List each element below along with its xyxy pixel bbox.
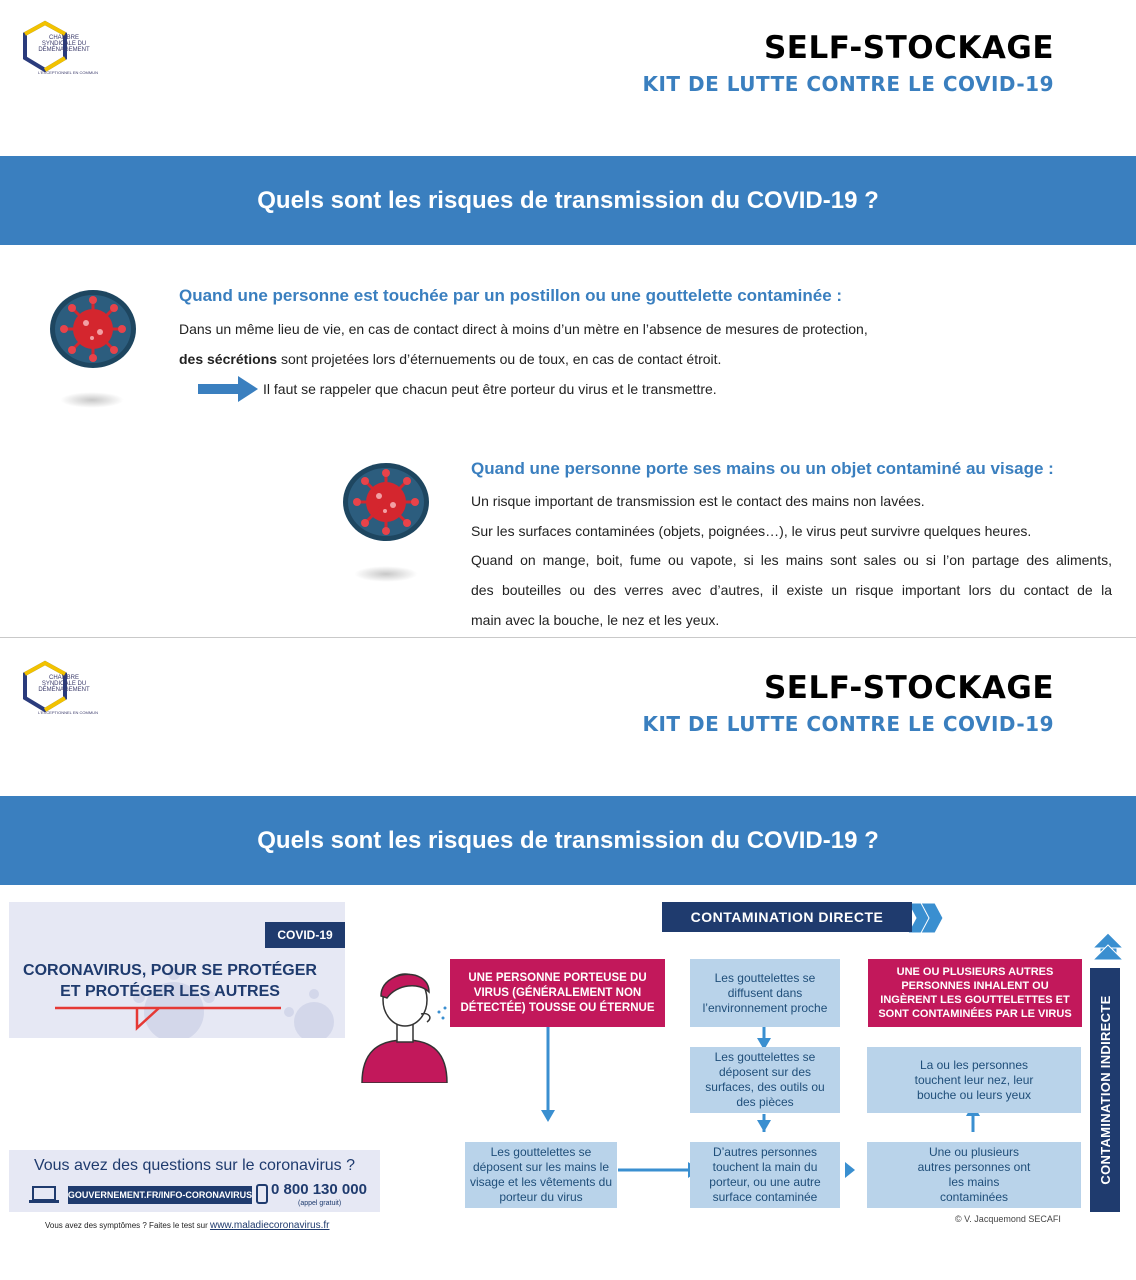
logo <box>22 20 98 80</box>
section1-bold: des sécrétions <box>179 351 278 367</box>
virus-shadow <box>354 566 418 582</box>
section2-heading: Quand une personne porte ses mains ou un objet contaminé au visage : <box>471 459 1054 478</box>
virus-icon <box>48 288 138 370</box>
laptop-icon <box>29 1186 59 1204</box>
logo-line1: CHAMBRE <box>48 35 79 41</box>
section2-line3: Quand on mange, boit, fume ou vapote, si les mains sont sales ou si l’on partage des aliments, <box>471 552 1112 568</box>
section2-line4: des bouteilles ou des verres avec d’autres, il existe un risque important lors du contact de la <box>471 582 1112 598</box>
symptoms-text: Vous avez des symptômes ? Faites le test sur <box>45 1221 208 1230</box>
doc-subtitle: KIT DE LUTTE CONTRE LE COVID-19 <box>642 72 1054 96</box>
section2-line2: Sur les surfaces contaminées (objets, poignées…), le virus peut survivre quelques heures. <box>471 523 1032 539</box>
doc-subtitle: KIT DE LUTTE CONTRE LE COVID-19 <box>642 712 1054 736</box>
section1-line2-rest: sont projetées lors d’éternuements ou de toux, en cas de contact étroit. <box>277 351 722 367</box>
doc-title: SELF-STOCKAGE <box>763 670 1054 706</box>
info-panel <box>9 1150 380 1212</box>
box-droplets-surfaces: Les gouttelettes se déposent sur des surfaces, des outils ou des pièces <box>690 1047 840 1113</box>
virus-shadow <box>60 392 124 408</box>
section2-line5: main avec la bouche, le nez et les yeux. <box>471 612 720 628</box>
covid-badge: COVID-19 <box>265 922 345 948</box>
logo-line3: DÉMÉNAGEMENT <box>38 687 90 693</box>
virus-icon <box>341 461 431 543</box>
page-1 <box>0 0 1136 638</box>
credit: © V. Jacquemond SECAFI <box>955 1214 1061 1224</box>
section-banner: Quels sont les risques de transmission du COVID-19 ? <box>0 156 1136 245</box>
speech-underline-icon <box>55 1002 295 1032</box>
box-touch-face: La ou les personnes touchent leur nez, leur bouche ou leurs yeux <box>867 1047 1081 1113</box>
logo-line3: DÉMÉNAGEMENT <box>38 47 90 53</box>
section-banner: Quels sont les risques de transmission du COVID-19 ? <box>0 796 1136 885</box>
indirect-label-column <box>1090 968 1120 1212</box>
section1-heading: Quand une personne est touchée par un postillon ou une gouttelette contaminée : <box>179 286 843 305</box>
infographic <box>355 898 1125 1238</box>
box-droplets-face: Les gouttelettes se déposent sur les mains le visage et les vêtements du porteur du virus <box>465 1142 617 1208</box>
section1-line2 <box>179 351 721 367</box>
gov-poster <box>9 902 345 1038</box>
logo-line2: SYNDICALE DU <box>41 41 87 47</box>
logo-text <box>34 35 94 53</box>
section2-line1: Un risque important de transmission est le contact des mains non lavées. <box>471 493 925 509</box>
logo-line1: CHAMBRE <box>48 675 79 681</box>
direct-label: CONTAMINATION DIRECTE <box>662 902 912 932</box>
logo-tagline: L'EXCEPTIONNEL EN COMMUN <box>38 70 98 75</box>
indirect-label: CONTAMINATION INDIRECTE <box>1097 995 1113 1185</box>
arrow-right-icon <box>198 376 258 402</box>
logo-line2: SYNDICALE DU <box>41 681 87 687</box>
coughing-person-icon <box>357 958 457 1083</box>
page-2 <box>0 640 1136 1280</box>
box-droplets-spread: Les gouttelettes se diffusent dans l’environnement proche <box>690 959 840 1027</box>
box-person-coughs: UNE PERSONNE PORTEUSE DU VIRUS (GÉNÉRALEMENT NON DÉTECTÉE) TOUSSE OU ÉTERNUE <box>450 959 665 1027</box>
logo <box>22 660 98 720</box>
phone-number: 0 800 130 000 <box>271 1181 367 1198</box>
symptoms-link[interactable]: www.maladiecoronavirus.fr <box>209 1220 330 1231</box>
logo-tagline: L'EXCEPTIONNEL EN COMMUN <box>38 710 98 715</box>
info-question: Vous avez des questions sur le coronavirus ? <box>33 1157 356 1174</box>
phone-icon <box>256 1184 268 1204</box>
poster-title-line1: CORONAVIRUS, POUR SE PROTÉGER <box>23 962 317 979</box>
box-touch-hand: D’autres personnes touchent la main du porteur, ou une autre surface contaminée <box>690 1142 840 1208</box>
phone-note: (appel gratuit) <box>298 1200 342 1207</box>
poster-title-line2: ET PROTÉGER LES AUTRES <box>60 983 280 1000</box>
logo-text <box>34 675 94 693</box>
section1-line3: Il faut se rappeler que chacun peut être porteur du virus et le transmettre. <box>263 381 717 397</box>
box-hands-contaminated: Une ou plusieurs autres personnes ont les mains contaminées <box>867 1142 1081 1208</box>
box-others-inhale: UNE OU PLUSIEURS AUTRES PERSONNES INHALENT OU INGÈRENT LES GOUTTELETTES ET SONT CONTAMINÉES PAR LE VIRUS <box>868 959 1082 1027</box>
section1-line1: Dans un même lieu de vie, en cas de contact direct à moins d’un mètre en l’absence de mesures de protection, <box>179 321 868 337</box>
symptoms-line <box>45 1220 329 1231</box>
website-link[interactable]: GOUVERNEMENT.FR/INFO-CORONAVIRUS <box>68 1186 252 1204</box>
doc-title: SELF-STOCKAGE <box>763 30 1054 66</box>
